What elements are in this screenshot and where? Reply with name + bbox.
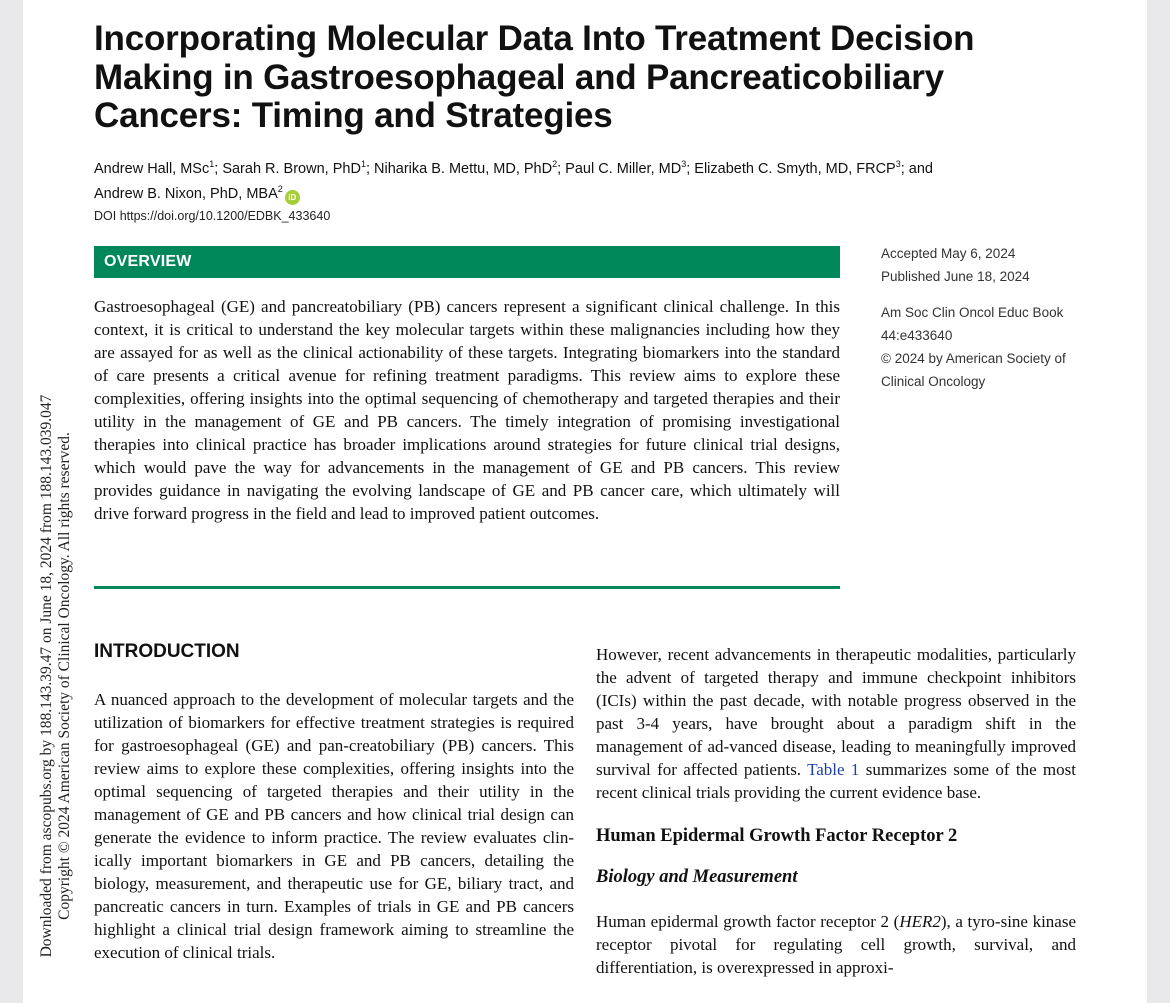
her2-heading: Human Epidermal Growth Factor Receptor 2 xyxy=(596,826,958,846)
author: Elizabeth C. Smyth, MD, FRCP$^3$; and xyxy=(694,159,933,177)
introduction-paragraph: A nuanced approach to the development of molecular targets and the utilization of biomarkers for effective treatment strategies is required for gastroesophageal (GE) and pan-creatobiliary (PB) cancers. This review aims to explore these complexities, offering insights into the optimal sequencing of targeted therapies and their utility in the management of GE and PB cancers and how clinical trial design can generate the evidence to inform practice. The review evaluates clin-ically important biomarkers in GE and PB cancers, detailing the biology, measurement, and therapeutic use for GE, biliary tract, and pancreatic cancers in turn. Examples of trials in GE and PB cancers highlight a clinical trial design framework aiming to streamline the execution of clinical trials. xyxy=(94,690,574,962)
article-page xyxy=(23,0,1147,1003)
introduction-heading: INTRODUCTION xyxy=(94,641,240,662)
download-notice-line1: Downloaded from ascopubs.org by 188.143.39.47 on June 18, 2024 from 188.143.039.047 xyxy=(38,394,55,958)
abstract-divider xyxy=(94,586,840,589)
biology-measurement-heading: Biology and Measurement xyxy=(596,867,798,887)
published-date: Published June 18, 2024 xyxy=(881,269,1030,284)
author: Andrew B. Nixon, PhD, MBA$^2$ xyxy=(94,183,283,202)
overview-heading: OVERVIEW xyxy=(104,253,192,270)
download-notice-line2: Copyright © 2024 American Society of Clinical Oncology. All rights reserved. xyxy=(56,432,73,920)
overview-abstract: Gastroesophageal (GE) and pancreatobiliary (PB) cancers represent a significant clinical challenge. In this context, it is critical to understand the key molecular targets within these malignancies including how they are assayed for as well as the clinical actionability of these targets. Integrating biomarkers into the standard of care presents a critical avenue for refining treatment paradigms. This review aims to explore these complexities, offering insights into the optimal sequencing of chemotherapy and targeted therapies and their utility in the management of GE and PB cancers. The timely integration of promising investigational therapies into clinical practice has broader implications around strategies for future clinical trial designs, which would pave the way for advancements in the management of GE and PB cancers. This review provides guidance in navigating the evolving landscape of GE and PB cancer care, which ultimately will drive forward progress in the field and lead to improved patient outcomes. xyxy=(94,297,840,523)
copyright-notice: © 2024 by American Society of Clinical Oncology xyxy=(881,351,1066,389)
right-column xyxy=(596,643,1076,979)
doi-link[interactable]: DOI https://doi.org/10.1200/EDBK_433640 xyxy=(94,209,331,223)
author: Paul C. Miller, $MD^3$; xyxy=(565,159,695,177)
download-notice xyxy=(38,236,74,1003)
article-title: Incorporating Molecular Data Into Treatment Decision Making in Gastroesophageal and Pancreaticobiliary Cancers: Timing and Strategies xyxy=(94,19,975,135)
left-column xyxy=(94,641,574,964)
article-metadata xyxy=(881,242,1091,393)
author-list xyxy=(94,154,1054,205)
journal-citation: Am Soc Clin Oncol Educ Book 44:e433640 xyxy=(881,305,1064,343)
her2-paragraph: Human epidermal growth factor receptor 2 (HER2), a tyro-sine kinase receptor pivotal for regulating cell growth, survival, and differentiation, is overexpressed in approxi- xyxy=(596,912,1076,977)
accepted-date: Accepted May 6, 2024 xyxy=(881,246,1016,261)
author: Sarah R. Brown, PhD$^1$; xyxy=(222,159,375,177)
overview-header xyxy=(94,246,840,278)
introduction-paragraph-continued: However, recent advancements in therapeutic modalities, particularly the advent of targeted therapy and immune checkpoint inhibitors (ICIs) within the past decade, with notable progress observed in the past 3-4 years, have brought about a paradigm shift in the management of ad-vanced disease, leading to meaningfully improved survival for affected patients. Table 1 summarizes some of the most recent clinical trials providing the current evidence base. xyxy=(596,645,1076,802)
table-1-link[interactable]: Table 1 xyxy=(807,760,860,779)
author: Andrew Hall, MSc$^1$; xyxy=(94,159,223,177)
author: Niharika B. Mettu, MD, PhD$^2$; xyxy=(374,159,566,177)
orcid-icon[interactable]: iD xyxy=(285,190,300,205)
